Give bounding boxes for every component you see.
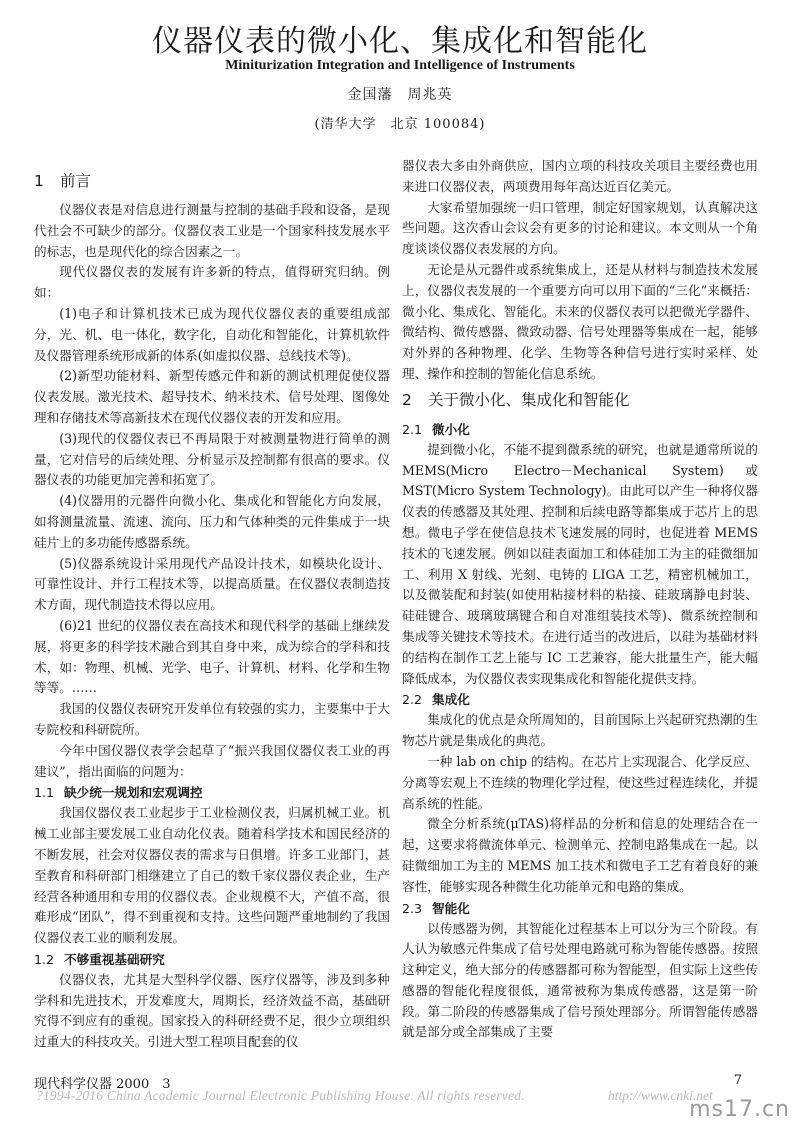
paragraph: 微全分析系统(μTAS)将样品的分析和信息的处理结合在一起，这要求将微流体单元、检测单元、控制电路集成在一起。以硅微细加工为主的 MEMS 加工技术和微电子工艺有着良好的兼容性，能够实现各种微生化功能单元和电路的集成。 (402, 816, 758, 894)
paragraph: 我国仪器仪表工业起步于工业检测仪表，归属机械工业。机械工业部主要发展工业自动化仪表。随着科学技术和国民经济的不断发展，社会对仪器仪表的需求与日俱增。许多工业部门，甚至教育和科研部门相继建立了自己的数千家仪器仪表企业，生产经营各种通用和专用的仪器仪表。企业规模不大，产值不高，很难形成“团队”，得不到重视和支持。这些问题严重地制约了我国仪器仪表工业的顺利发展。 (34, 805, 390, 946)
publisher-url: http://www.cnki.net (608, 1088, 713, 1103)
paragraph: 现代仪器仪表的发展有许多新的特点，值得研究归纳。例如： (34, 264, 390, 301)
paragraph: (4)仪器用的元器件向微小化、集成化和智能化方向发展，如将测量流量、流速、流向、压力和气体种类的元件集成于一块硅片上的多功能传感器系统。 (34, 493, 390, 550)
paragraph: (2)新型功能材料、新型传感元件和新的测试机理促使仪器仪表发展。激光技术、超导技术、纳米技术、信号处理、图像处理和存储技术等高新技术在现代仪器仪表的开发和应用。 (34, 368, 390, 425)
paragraph: (5)仪器系统设计采用现代产品设计技术，如模块化设计、可靠性设计、并行工程技术等，以提高质量。在仪器仪表制造技术方面，现代制造技术得以应用。 (34, 555, 390, 613)
left-column (34, 156, 390, 1053)
paper-authors: 金国藩 周兆英 (347, 87, 453, 103)
paragraph: 仪器仪表是对信息进行测量与控制的基础手段和设备，是现代社会不可缺少的部分。仪器仪表工业是一个国家科技发展水平的标志，也是现代化的综合因素之一。 (34, 202, 390, 259)
paper-affiliation: (清华大学 北京 100084) (314, 117, 486, 132)
paragraph: 集成化的优点是众所周知的，目前国际上兴起研究热潮的生物芯片就是集成化的典范。 (402, 712, 758, 749)
paragraph: 无论是从元器件或系统集成上，还是从材料与制造技术发展上，仪器仪表发展的一个重要方向可以用下面的“三化”来概括：微小化、集成化、智能化。未来的仪器仪表可以把微光学器件、微结构、微传感器、微致动器、信号处理器等集成在一起，能够对外界的各种物理、化学、生物等各种信号进行实时采样、处理、操作和控制的智能化信息系统。 (402, 261, 758, 381)
subsection-heading: 1.2 不够重视基础研究 (34, 951, 165, 967)
paragraph: 器仪表大多由外商供应，国内立项的科技攻关项目主要经费也用来进口仪器仪表，两项费用每年高达近百亿美元。 (402, 158, 758, 194)
paragraph: 今年中国仪器仪表学会起草了“振兴我国仪器仪表工业的再建议”，指出面临的问题为： (34, 742, 390, 779)
section-heading: 2 关于微小化、集成化和智能化 (402, 390, 630, 409)
paragraph: 以传感器为例，其智能化过程基本上可以分为三个阶段。有人认为敏感元件集成了信号处理电路就可称为智能传感器。按照这种定义，绝大部分的传感器都可称为智能型，但实际上这些传感器的智能化程度很低，通常被称为集成传感器，这是第一阶段。第二阶段的传感器集成了信号预处理部分。所谓智能传感器就是部分或全部集成了主要 (402, 920, 758, 1040)
paragraph: (1)电子和计算机技术已成为现代仪器仪表的重要组成部分，光、机、电一体化，数字化，自动化和智能化，计算机软件及仪器管理系统形成新的体系(如虚拟仪器、总线技术等)。 (34, 305, 390, 363)
subsection-heading: 2.1 微小化 (402, 421, 470, 437)
paper-title-cn: 仪器仪表的微小化、集成化和智能化 (152, 24, 648, 59)
journal-footer: 现代科学仪器 2000 3 (34, 1077, 171, 1092)
paragraph: 一种 lab on chip 的结构。在芯片上实现混合、化学反应、分离等宏观上不连续的物理化学过程，使这些过程连续化，并提高系统的性能。 (402, 753, 758, 811)
paragraph: 我国的仪器仪表研究开发单位有较强的实力，主要集中于大专院校和科研院所。 (34, 701, 390, 737)
paragraph: 仪器仪表，尤其是大型科学仪器、医疗仪器等，涉及到多种学科和先进技术，开发难度大，周期长，经济效益不高，基础研究得不到应有的重视。国家投入的科研经费不足，很少立项组织过重大的科技攻关。引进大型工程项目配套的仪 (34, 971, 390, 1050)
subsection-heading: 2.2 集成化 (402, 692, 470, 708)
page-number: 7 (733, 1073, 742, 1088)
subsection-heading: 1.1 缺少统一规划和宏观调控 (34, 785, 203, 801)
paragraph: 提到微小化，不能不提到微系统的研究，也就是通常所说的 MEMS(Micro Electro－Mechanical System)或 MST(Micro System Technology)。由此可以产生一种将仪器仪表的传感器及其处理、控制和后续电路等都集成于芯片上的思想。微电子学在使信息技术飞速发展的同时，也促进着 MEMS 技术的飞速发展。例如以硅表面加工和体硅加工为主的硅微细加工、利用 X 射线、光刻、电铸的 LIGA 工艺，精密机械加工，以及微装配和封装(如使用粘接材料的粘接、硅玻璃静电封装、硅硅键合、玻璃玻璃键合和自对准组装技术等)、微系统控制和集成等关键技术等技术。在进行适当的改进后，以硅为基础材料的结构在制作工艺上能与 IC 工艺兼容，能大批量生产，能大幅降低成本，为仪器仪表实现集成化和智能化提供支持。 (402, 441, 758, 686)
copyright-notice: ?1994-2016 China Academic Journal Electronic Publishing House. All rights reserved. (36, 1088, 525, 1103)
paragraph: 大家希望加强统一归口管理，制定好国家规划，认真解决这些问题。这次香山会议会有更多的讨论和建议。本文则从一个角度谈谈仪器仪表发展的方向。 (402, 199, 758, 257)
paragraph: (3)现代的仪器仪表已不再局限于对被测量物进行简单的测量，它对信号的后续处理、分析显示及控制都有很高的要求。仪器仪表的功能更加完善和拓宽了。 (34, 430, 390, 488)
section-heading: 1 前言 (34, 172, 92, 190)
right-column (402, 156, 758, 1043)
paper-title-en: Miniturization Integration and Intelligence of Instruments (225, 58, 575, 73)
paragraph: (6)21 世纪的仪器仪表在高技术和现代科学的基础上继续发展，将更多的科学技术融合到其自身中来，成为综合的学科和技术，如：物理、机械、光学、电子、计算机、材料、化学和生物等等。…… (34, 617, 390, 696)
site-watermark: ms17.cn (689, 1097, 790, 1122)
subsection-heading: 2.3 智能化 (402, 900, 470, 916)
